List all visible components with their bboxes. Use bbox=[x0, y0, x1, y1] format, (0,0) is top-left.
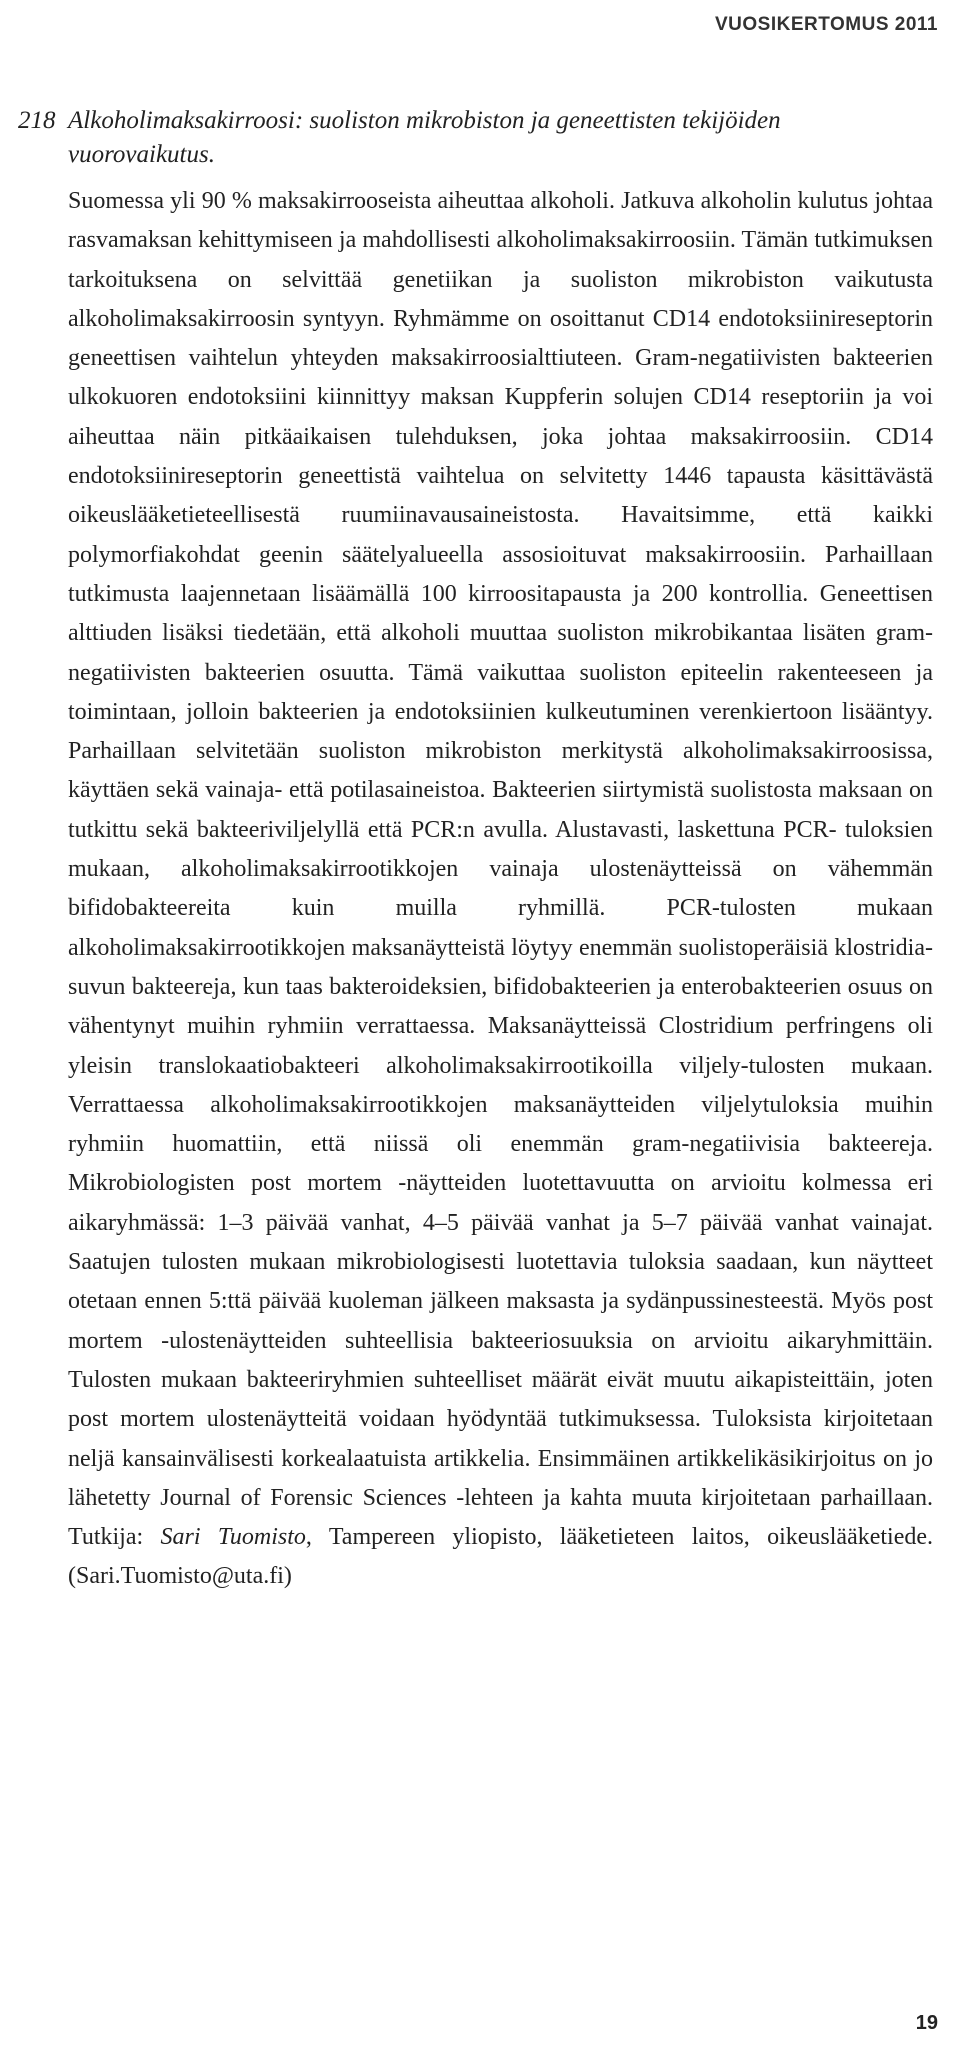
body-paragraph: Suomessa yli 90 % maksakirrooseista aiheuttaa alkoholi. Jatkuva alkoholin kulutus johtaa rasvamaksan kehittymiseen ja mahdollisesti alkoholimaksakirroosiin. Tämän tutkimuksen tarkoituksena on selvittää genetiikan ja suoliston mikrobiston vaikutusta alkoholimaksakirroosin syntyyn. Ryhmämme on osoittanut CD14 endotoksiinireseptorin geneettisen vaihtelun yhteyden maksakirroosialttiuteen. Gram-negatiivisten bakteerien ulkokuoren endotoksiini kiinnittyy maksan Kuppferin solujen CD14 reseptoriin ja voi aiheuttaa näin pitkäaikaisen tulehduksen, joka johtaa maksakirroosiin. CD14 endotoksiinireseptorin geneettistä vaihtelua on selvitetty 1446 tapausta käsittävästä oikeuslääketieteellisestä ruumiinavausaineistosta. Havaitsimme, että kaikki polymorfiakohdat geenin säätelyalueella assosioituvat maksakirroosiin. Parhaillaan tutkimusta laajennetaan lisäämällä 100 kirroositapausta ja 200 kontrollia. Geneettisen alttiuden lisäksi tiedetään, että alkoholi muuttaa suoliston mikrobikantaa lisäten gram-negatiivisten bakteerien osuutta. Tämä vaikuttaa suoliston epiteelin rakenteeseen ja toimintaan, jolloin bakteerien ja endotoksiinien kulkeutuminen verenkiertoon lisääntyy. Parhaillaan selvitetään suoliston mikrobiston merkitystä alkoholimaksakirroosissa, käyttäen sekä vainaja- että potilasaineistoa. Bakteerien siirtymistä suolistosta maksaan on tutkittu sekä bakteeriviljelyllä että PCR:n avulla. Alustavasti, laskettuna PCR- tuloksien mukaan, alkoholimaksakirrootikkojen vainaja ulostenäytteissä on vähemmän bifidobakteereita kuin muilla ryhmillä. PCR-tulosten mukaan alkoholimaksakirrootikkojen maksanäytteistä löytyy enemmän suolistoperäisiä klostridia-suvun bakteereja, kun taas bakteroideksien, bifidobakteerien ja enterobakteerien osuus on vähentynyt muihin ryhmiin verrattaessa. Maksanäytteissä Clostridium perfringens oli yleisin translokaatiobakteeri alkoholimaksakirrootikoilla viljely-tulosten mukaan. Verrattaessa alkoholimaksakirrootikkojen maksanäytteiden viljelytuloksia muihin ryhmiin huomattiin, että niissä oli enemmän gram-negatiivisia bakteereja. Mikrobiologisten post mortem -näytteiden luotettavuutta on arvioitu kolmessa eri aikaryhmässä: 1–3 päivää vanhat, 4–5 päivää vanhat ja 5–7 päivää vanhat vainajat. Saatujen tulosten mukaan mikrobiologisesti luotettavia tuloksia saadaan, kun näytteet otetaan ennen 5:ttä päivää kuoleman jälkeen maksasta ja sydänpussinesteestä. Myös post mortem -ulostenäytteiden suhteellisia bakteeriosuuksia on arvioitu aikaryhmittäin. Tulosten mukaan bakteeriryhmien suhteelliset määrät eivät muutu aikapisteittäin, joten post mortem ulostenäytteitä voidaan hyödyntää tutkimuksessa. Tuloksista kirjoitetaan neljä kansainvälisesti korkealaatuista artikkelia. Ensimmäinen artikkelikäsikirjoitus on jo lähetetty Journal of Forensic Sciences -lehteen ja kahta muuta kirjoitetaan parhaillaan. bbox=[68, 188, 933, 1511]
article-number: 218 bbox=[18, 107, 56, 134]
article-title: Alkoholimaksakirroosi: suoliston mikrobiston ja geneettisten tekijöiden vuorovaikutus. bbox=[68, 107, 781, 168]
page-number: 19 bbox=[915, 2012, 938, 2034]
article-body bbox=[68, 182, 933, 1597]
article-heading bbox=[18, 104, 933, 172]
running-head: VUOSIKERTOMUS 2011 bbox=[714, 14, 938, 35]
researcher-affiliation: , Tampereen yliopisto, lääketieteen laitos, oikeuslääketiede. (Sari.Tuomisto@uta.fi) bbox=[68, 1524, 934, 1590]
article bbox=[18, 104, 933, 1597]
researcher-name: Sari Tuomisto bbox=[160, 1524, 306, 1551]
researcher-label: Tutkija: bbox=[68, 1524, 144, 1551]
